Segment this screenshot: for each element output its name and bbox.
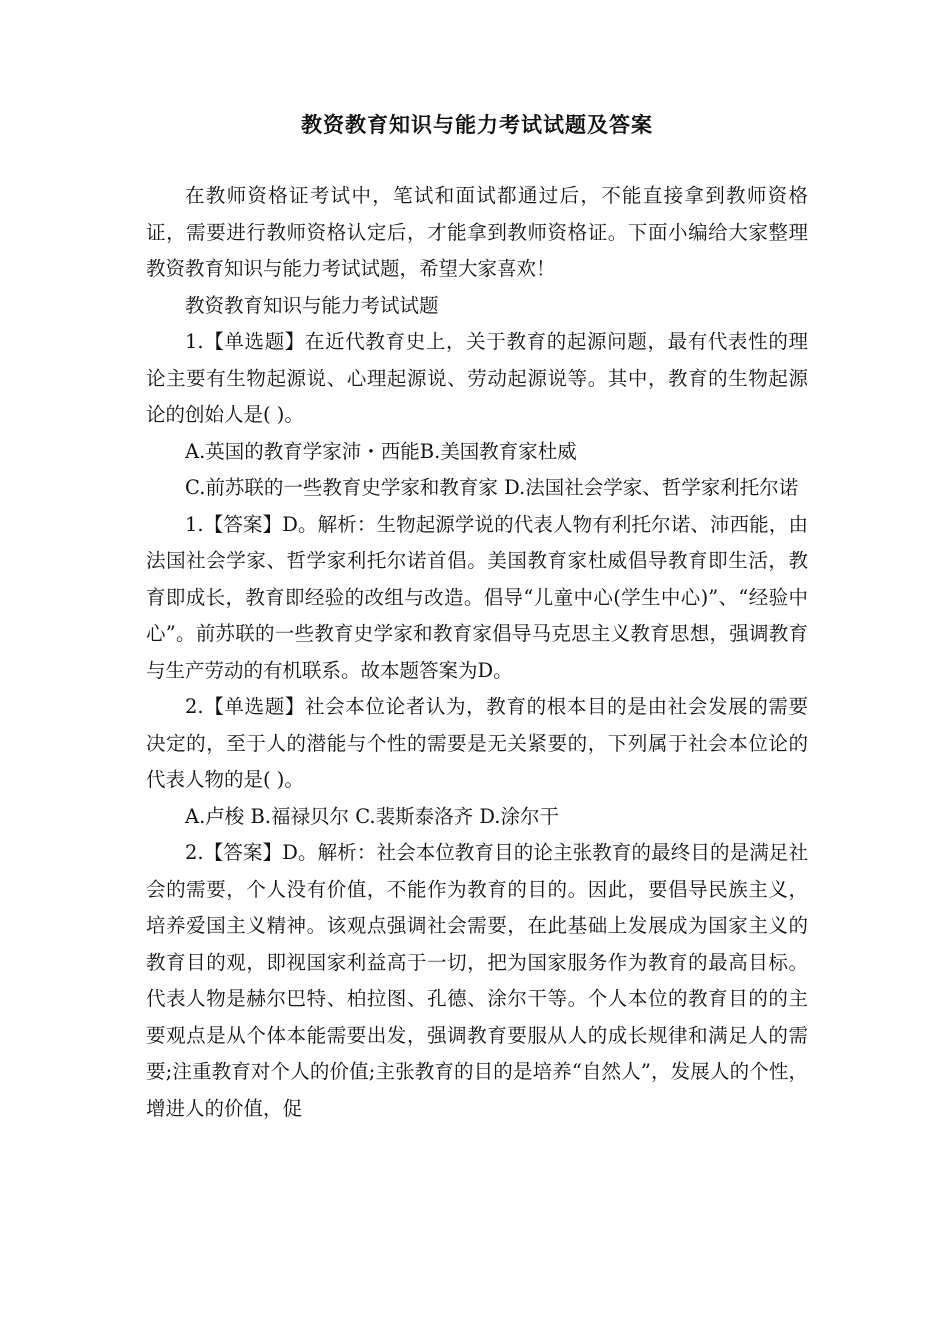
answer-2: 2.【答案】D。解析：社会本位教育目的论主张教育的最终目的是满足社会的需要，个人没有价值，不能作为教育的目的。因此，要倡导民族主义，培养爱国主义精神。该观点强调社会需要，在此基础上发展成为国家主义的教育目的观，即视国家利益高于一切，把为国家服务作为教育的最高目标。代表人物是赫尔巴特、柏拉图、孔德、涂尔干等。个人本位的教育目的的主要观点是从个体本能需要出发，强调教育要服从人的成长规律和满足人的需要;注重教育对个人的价值;主张教育的目的是培养“自然人”，发展人的个性，增进人的价值，促 xyxy=(146,841,808,1120)
document-page xyxy=(146,110,808,1127)
answer-1: 1.【答案】D。解析：生物起源学说的代表人物有利托尔诺、沛西能，由法国社会学家、哲学家利托尔诺首倡。美国教育家杜威倡导教育即生活，教育即成长，教育即经验的改组与改造。倡导“儿童中心(学生中心)”、“经验中心”。前苏联的一些教育史学家和教育家倡导马克思主义教育思想，强调教育与生产劳动的有机联系。故本题答案为D。 xyxy=(146,512,808,682)
question-2: 2.【单选题】社会本位论者认为，教育的根本目的是由社会发展的需要决定的，至于人的潜能与个性的需要是无关紧要的，下列属于社会本位论的代表人物的是( )。 xyxy=(146,695,808,791)
question-2-options: A.卢梭 B.福禄贝尔 C.裴斯泰洛齐 D.涂尔干 xyxy=(185,804,559,828)
intro-paragraph: 在教师资格证考试中，笔试和面试都通过后，不能直接拿到教师资格证，需要进行教师资格认定后，才能拿到教师资格证。下面小编给大家整理教资教育知识与能力考试试题，希望大家喜欢！ xyxy=(146,184,808,280)
question-1-options-cd: C.前苏联的一些教育史学家和教育家 D.法国社会学家、哲学家利托尔诺 xyxy=(185,476,799,499)
question-1-options-ab: A.英国的教育学家沛・西能B.美国教育家杜威 xyxy=(185,439,577,463)
question-1: 1.【单选题】在近代教育史上，关于教育的起源问题，最有代表性的理论主要有生物起源说、心理起源说、劳动起源说等。其中，教育的生物起源论的创始人是( )。 xyxy=(146,330,808,426)
document-title: 教资教育知识与能力考试试题及答案 xyxy=(301,112,653,137)
section-heading: 教资教育知识与能力考试试题 xyxy=(185,293,439,317)
